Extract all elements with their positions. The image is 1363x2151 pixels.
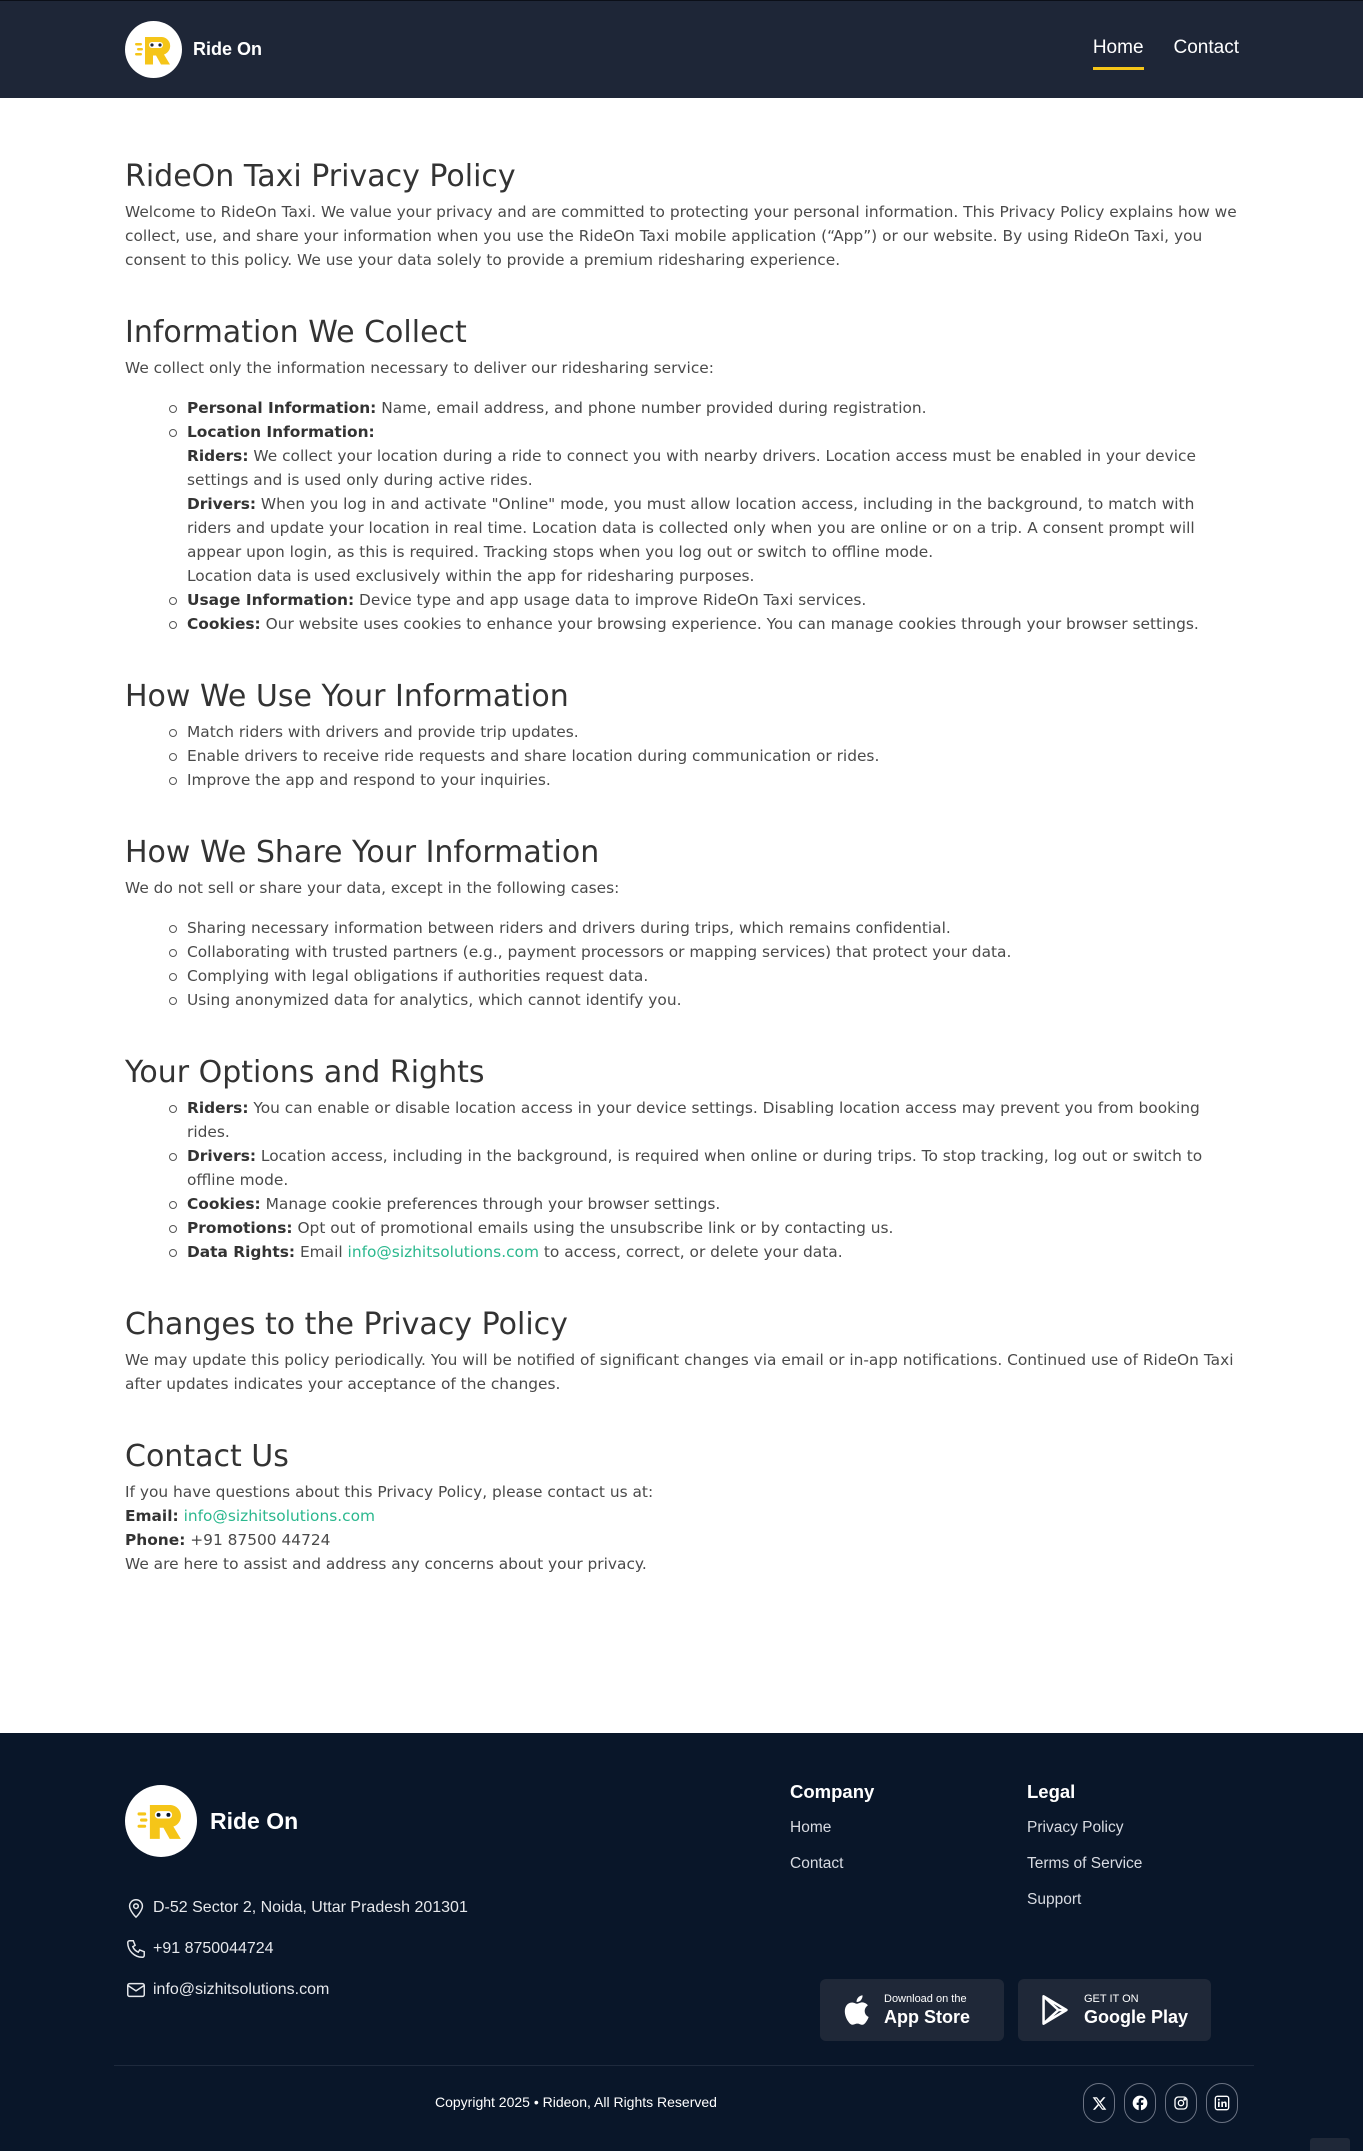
use-heading: How We Use Your Information <box>125 679 569 714</box>
footer-legal-column <box>1027 1781 1142 1927</box>
nav-contact[interactable]: Contact <box>1173 37 1239 58</box>
contact-lead: If you have questions about this Privacy Policy, please contact us at: <box>125 1483 654 1501</box>
list-item: Riders: We collect your location during a ride to connect you with nearby drivers. Location access must be enabled in your device settings and is used only during active rides. <box>187 447 1196 489</box>
list-item: Collaborating with trusted partners (e.g., payment processors or mapping services) that protect your data. <box>187 940 1240 964</box>
footer-link-terms[interactable]: Terms of Service <box>1027 1855 1143 1872</box>
list-item: Promotions: Opt out of promotional emails using the unsubscribe link or by contacting us. <box>187 1216 1240 1240</box>
footer-address: D-52 Sector 2, Noida, Uttar Pradesh 201301 <box>125 1897 468 1919</box>
x-icon[interactable] <box>1083 2083 1115 2123</box>
rights-heading: Your Options and Rights <box>125 1055 485 1090</box>
list-item: Data Rights: Email info@sizhitsolutions.com to access, correct, or delete your data. <box>187 1240 1240 1264</box>
contact-heading: Contact Us <box>125 1439 289 1474</box>
copyright-text: Copyright 2025 • Rideon, All Rights Reserved <box>435 2094 717 2110</box>
footer-link-contact[interactable]: Contact <box>790 1855 844 1872</box>
site-header <box>0 0 1363 98</box>
contact-email-link[interactable]: info@sizhitsolutions.com <box>183 1507 375 1525</box>
list-item: Improve the app and respond to your inquiries. <box>187 768 1240 792</box>
use-list <box>187 720 1240 792</box>
contact-email: Email: info@sizhitsolutions.com <box>125 1507 375 1525</box>
apple-icon <box>842 1994 870 2026</box>
intro-text: Welcome to RideOn Taxi. We value your privacy and are committed to protecting your personal information. This Privacy Policy explains how we collect, use, and share your information when you use the RideOn Taxi mobile application (“App”) or our website. By using RideOn Taxi, you consent to this policy. We use your data solely to provide a premium ridesharing experience. <box>125 203 1237 269</box>
site-footer <box>0 1733 1363 2151</box>
scroll-to-top-button[interactable] <box>1310 2138 1350 2151</box>
list-item: Cookies: Our website uses cookies to enhance your browsing experience. You can manage cookies through your browser settings. <box>187 612 1240 636</box>
contact-closing: We are here to assist and address any concerns about your privacy. <box>125 1555 647 1573</box>
main-nav <box>1093 37 1239 70</box>
list-item: Personal Information: Name, email address, and phone number provided during registration. <box>187 396 1240 420</box>
list-item: Enable drivers to receive ride requests and share location during communication or rides. <box>187 744 1240 768</box>
instagram-icon[interactable] <box>1165 2083 1197 2123</box>
footer-legal-title: Legal <box>1027 1781 1076 1802</box>
changes-heading: Changes to the Privacy Policy <box>125 1307 568 1342</box>
share-heading: How We Share Your Information <box>125 835 600 870</box>
footer-divider <box>114 2065 1254 2066</box>
location-pin-icon <box>125 1897 147 1919</box>
changes-text: We may update this policy periodically. You will be notified of significant changes via email or in-app notifications. Continued use of RideOn Taxi after updates indicates your acceptance of the changes. <box>125 1351 1234 1393</box>
footer-company-column <box>790 1781 874 1891</box>
contact-phone: Phone: +91 87500 44724 <box>125 1531 331 1549</box>
mail-icon <box>125 1979 147 2001</box>
list-item: Sharing necessary information between riders and drivers during trips, which remains confidential. <box>187 916 1240 940</box>
social-links <box>1083 2083 1238 2123</box>
rights-list <box>187 1096 1240 1264</box>
footer-logo-text: Ride On <box>210 1807 299 1834</box>
footer-link-privacy[interactable]: Privacy Policy <box>1027 1819 1124 1836</box>
footer-link-home[interactable]: Home <box>790 1819 832 1836</box>
google-play-icon <box>1040 1994 1070 2026</box>
collect-heading: Information We Collect <box>125 315 467 350</box>
share-list <box>187 916 1240 1012</box>
list-item: Cookies: Manage cookie preferences through your browser settings. <box>187 1192 1240 1216</box>
phone-icon <box>125 1938 147 1960</box>
collect-lead: We collect only the information necessary to deliver our ridesharing service: <box>125 359 714 377</box>
footer-email[interactable]: info@sizhitsolutions.com <box>125 1979 329 2001</box>
share-lead: We do not sell or share your data, except in the following cases: <box>125 879 620 897</box>
policy-content <box>125 155 1240 1576</box>
footer-phone[interactable]: +91 8750044724 <box>125 1938 274 1960</box>
footer-logo[interactable] <box>125 1785 298 1857</box>
list-item: Match riders with drivers and provide trip updates. <box>187 720 1240 744</box>
logo-icon <box>125 21 182 78</box>
header-logo[interactable] <box>125 21 262 78</box>
facebook-icon[interactable] <box>1124 2083 1156 2123</box>
list-item: Usage Information: Device type and app usage data to improve RideOn Taxi services. <box>187 588 1240 612</box>
list-item: Complying with legal obligations if authorities request data. <box>187 964 1240 988</box>
list-item: Location data is used exclusively within the app for ridesharing purposes. <box>187 567 755 585</box>
logo-text: Ride On <box>193 39 263 59</box>
page-title: RideOn Taxi Privacy Policy <box>125 159 516 194</box>
collect-list <box>187 396 1240 636</box>
list-item: Location Information: <box>187 420 1240 444</box>
linkedin-icon[interactable] <box>1206 2083 1238 2123</box>
logo-icon <box>125 1785 197 1857</box>
list-item: Riders: You can enable or disable location access in your device settings. Disabling location access may prevent you from booking rides. <box>187 1096 1240 1144</box>
list-item: Using anonymized data for analytics, which cannot identify you. <box>187 988 1240 1012</box>
app-store-button[interactable]: Download on the App Store <box>820 1979 1004 2041</box>
list-item: Drivers: When you log in and activate "Online" mode, you must allow location access, including in the background, to match with riders and update your location in real time. Location data is collected only when you are online or on a trip. A consent prompt will appear upon login, as this is required. Tracking stops when you log out or switch to offline mode. <box>187 495 1195 561</box>
google-play-button[interactable]: GET IT ON Google Play <box>1018 1979 1211 2041</box>
list-item: Drivers: Location access, including in the background, is required when online or during trips. To stop tracking, log out or switch to offline mode. <box>187 1144 1240 1192</box>
nav-home[interactable]: Home <box>1093 37 1144 70</box>
footer-link-support[interactable]: Support <box>1027 1891 1082 1908</box>
footer-company-title: Company <box>790 1781 875 1802</box>
data-rights-email-link[interactable]: info@sizhitsolutions.com <box>347 1243 539 1261</box>
